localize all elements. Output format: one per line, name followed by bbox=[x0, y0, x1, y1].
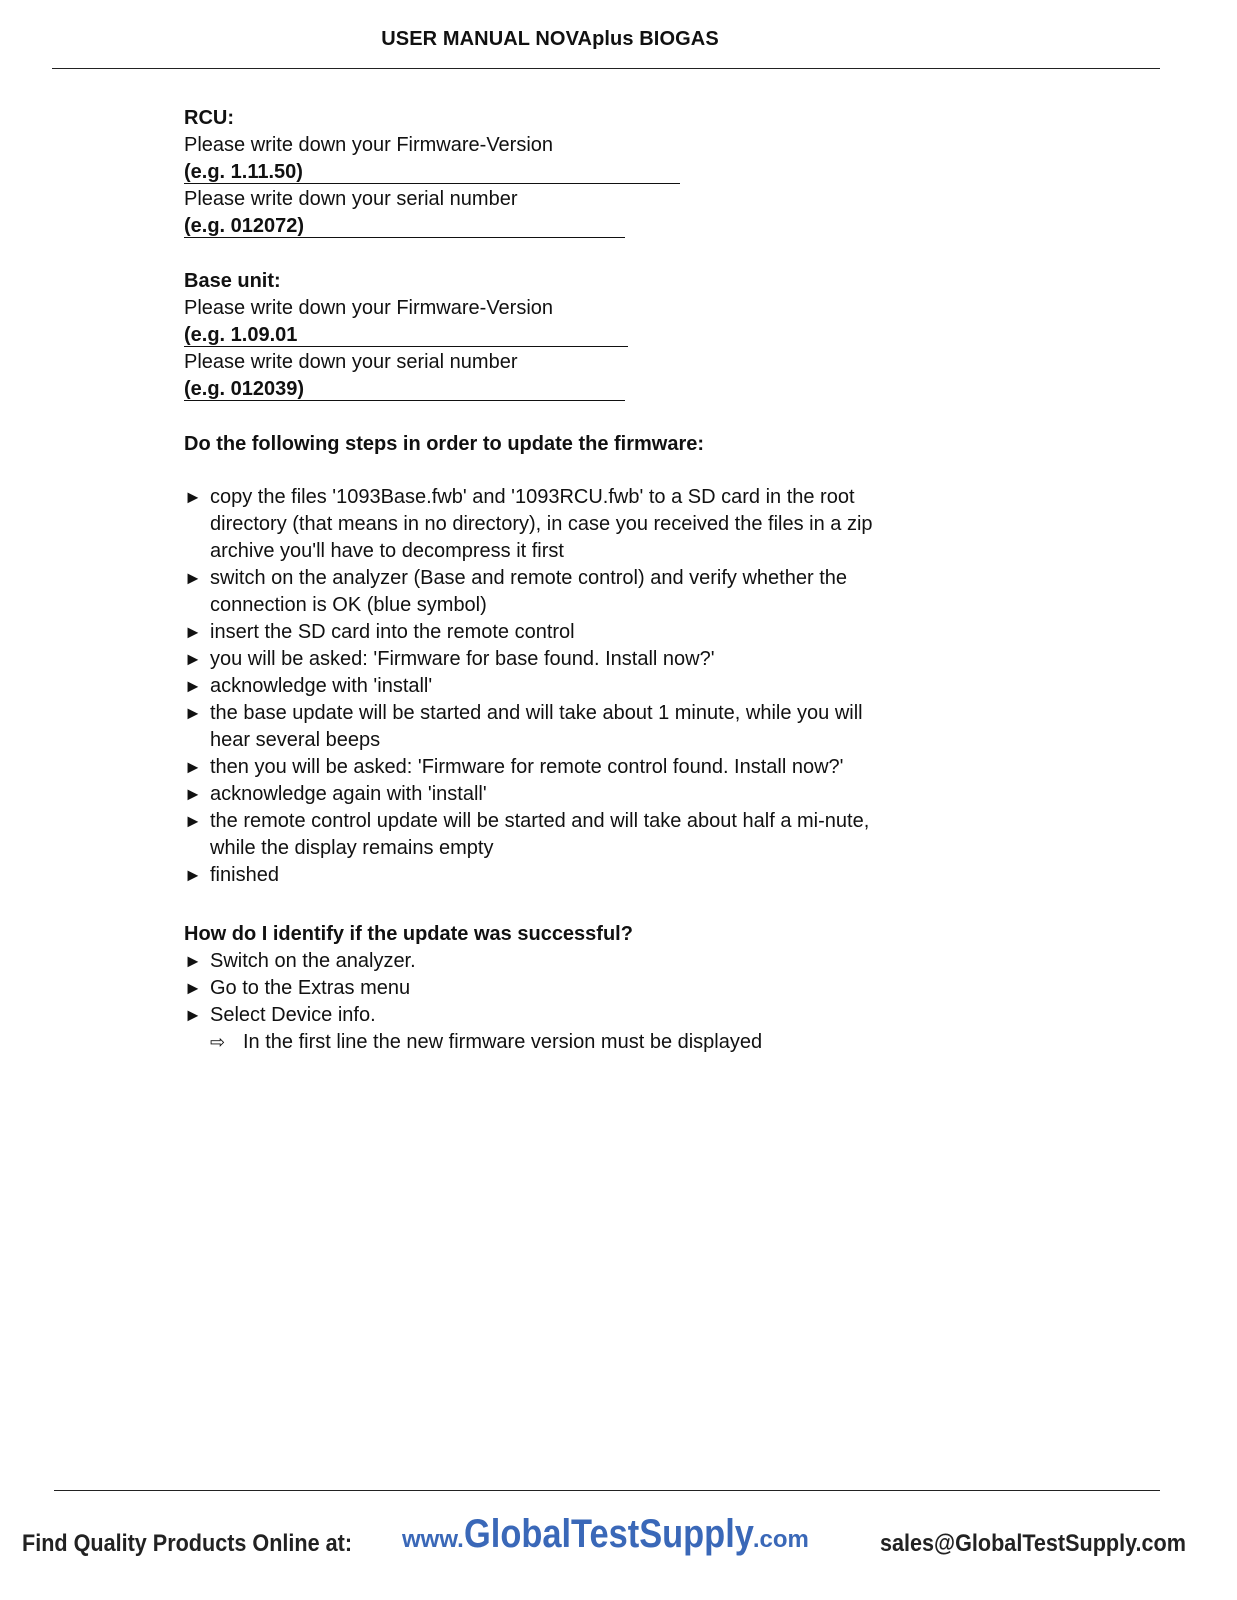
list-item bbox=[184, 862, 904, 889]
bullet-icon: ► bbox=[184, 568, 202, 588]
footer-email-link[interactable]: sales@GlobalTestSupply.com bbox=[880, 1530, 1186, 1557]
step-text: the base update will be started and will take about 1 minute, while you will hear several beeps bbox=[210, 702, 863, 751]
step-text: insert the SD card into the remote control bbox=[210, 621, 575, 643]
step-text: then you will be asked: 'Firmware for remote control found. Install now?' bbox=[210, 756, 844, 778]
bullet-icon: ► bbox=[184, 757, 202, 777]
bullet-icon: ► bbox=[184, 951, 202, 971]
rcu-heading: RCU: bbox=[184, 107, 234, 129]
list-item bbox=[184, 646, 904, 673]
verify-step-text: Select Device info. bbox=[210, 1004, 376, 1026]
rcu-firmware-field bbox=[184, 159, 904, 186]
header-divider bbox=[52, 68, 1160, 69]
url-suffix: .com bbox=[752, 1526, 809, 1553]
spacer bbox=[184, 458, 904, 484]
list-item bbox=[184, 754, 904, 781]
bullet-icon: ► bbox=[184, 676, 202, 696]
right-arrow-icon: ⇨ bbox=[210, 1032, 226, 1052]
base-serial-example: (e.g. 012039) bbox=[184, 378, 625, 401]
base-firmware-field bbox=[184, 322, 904, 349]
step-text: acknowledge again with 'install' bbox=[210, 783, 487, 805]
url-main: GlobalTestSupply bbox=[463, 1512, 754, 1556]
rcu-firmware-example: (e.g. 1.11.50) bbox=[184, 161, 680, 184]
bullet-icon: ► bbox=[184, 622, 202, 642]
step-text: switch on the analyzer (Base and remote control) and verify whether the connection is OK (blue symbol) bbox=[210, 567, 847, 616]
footer-tagline: Find Quality Products Online at: bbox=[22, 1530, 353, 1557]
base-serial-field bbox=[184, 376, 904, 403]
list-item bbox=[184, 1002, 904, 1029]
verify-steps-list bbox=[184, 948, 904, 1029]
bullet-icon: ► bbox=[184, 978, 202, 998]
footer-divider bbox=[54, 1490, 1160, 1491]
verify-heading: How do I identify if the update was successful? bbox=[184, 923, 633, 945]
update-steps-heading: Do the following steps in order to update the firmware: bbox=[184, 433, 705, 455]
update-steps-list bbox=[184, 484, 904, 889]
list-item bbox=[184, 565, 904, 619]
bullet-icon: ► bbox=[184, 1005, 202, 1025]
rcu-serial-example: (e.g. 012072) bbox=[184, 215, 625, 238]
list-item bbox=[184, 700, 904, 754]
verify-step-text: Go to the Extras menu bbox=[210, 977, 411, 999]
step-text: finished bbox=[210, 864, 279, 886]
bullet-icon: ► bbox=[184, 649, 202, 669]
rcu-serial-prompt: Please write down your serial number bbox=[184, 188, 518, 210]
list-item bbox=[184, 948, 904, 975]
rcu-serial-field bbox=[184, 213, 904, 240]
base-firmware-prompt: Please write down your Firmware-Version bbox=[184, 297, 554, 319]
step-text: acknowledge with 'install' bbox=[210, 675, 433, 697]
spacer bbox=[184, 240, 904, 268]
page-header-title: USER MANUAL NOVAplus BIOGAS bbox=[381, 28, 719, 50]
list-item bbox=[184, 781, 904, 808]
list-item bbox=[184, 619, 904, 646]
base-unit-heading: Base unit: bbox=[184, 270, 281, 292]
list-item bbox=[184, 808, 904, 862]
step-text: the remote control update will be started and will take about half a mi-nute, while the display remains empty bbox=[210, 810, 870, 859]
step-text: you will be asked: 'Firmware for base found. Install now?' bbox=[210, 648, 715, 670]
bullet-icon: ► bbox=[184, 703, 202, 723]
footer bbox=[0, 1512, 1237, 1572]
list-item bbox=[184, 484, 904, 565]
bullet-icon: ► bbox=[184, 811, 202, 831]
spacer bbox=[184, 403, 904, 431]
verify-result-item bbox=[184, 1029, 904, 1056]
bullet-icon: ► bbox=[184, 784, 202, 804]
verify-step-text: Switch on the analyzer. bbox=[210, 950, 416, 972]
rcu-firmware-prompt: Please write down your Firmware-Version bbox=[184, 134, 554, 156]
url-prefix: www. bbox=[402, 1526, 464, 1553]
base-firmware-example: (e.g. 1.09.01 bbox=[184, 324, 628, 347]
spacer bbox=[184, 889, 904, 921]
bullet-icon: ► bbox=[184, 487, 202, 507]
base-serial-prompt: Please write down your serial number bbox=[184, 351, 518, 373]
step-text: copy the files '1093Base.fwb' and '1093RCU.fwb' to a SD card in the root directory (that means in no directory), in case you received the files in a zip archive you'll have to decompress it first bbox=[210, 486, 873, 562]
bullet-icon: ► bbox=[184, 865, 202, 885]
list-item bbox=[184, 975, 904, 1002]
list-item bbox=[184, 673, 904, 700]
verify-result-text: In the first line the new firmware version must be displayed bbox=[243, 1031, 763, 1053]
footer-website-link[interactable] bbox=[402, 1512, 809, 1557]
document-body bbox=[184, 105, 904, 1056]
